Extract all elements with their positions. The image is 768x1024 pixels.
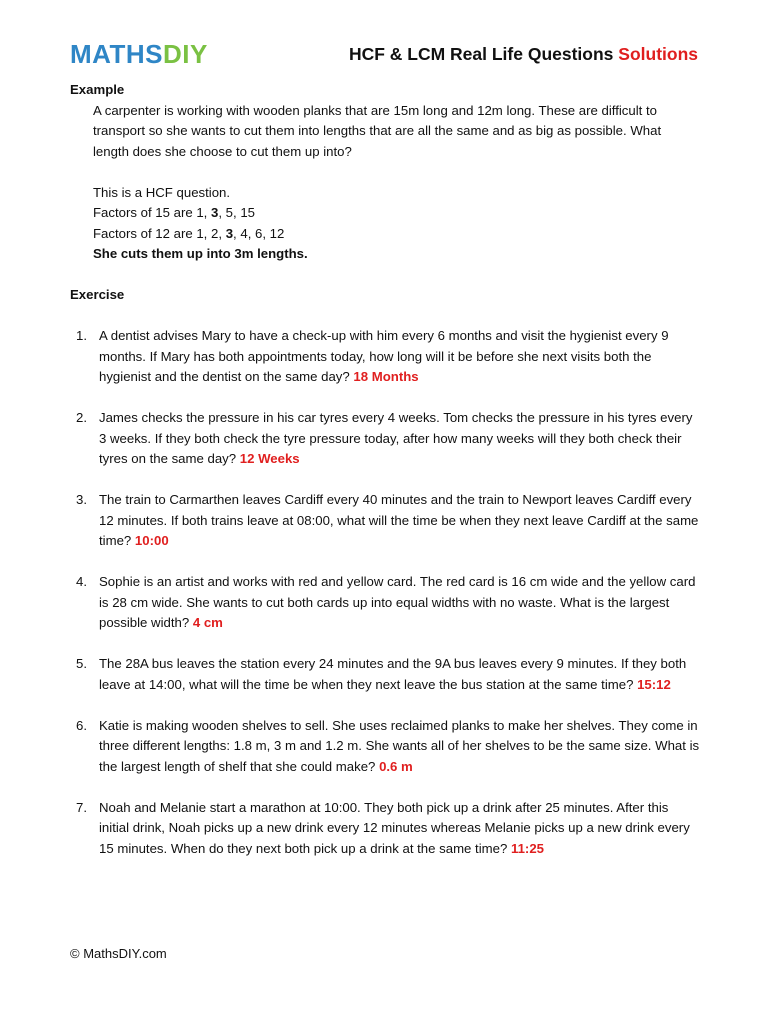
example-note: This is a HCF question.: [93, 184, 231, 200]
item-answer: 18 Months: [353, 369, 419, 384]
item-question: Sophie is an artist and works with red and yellow card. The red card is 16 cm wide and the yellow card is 28 cm wide. She wants to cut both cards up into equal widths with no waste. What is the largest possible width?: [99, 574, 696, 630]
title-text: HCF & LCM Real Life Questions: [348, 44, 614, 64]
item-number: 3.: [76, 492, 87, 507]
exercise-list: [70, 326, 700, 859]
item-number: 7.: [76, 799, 87, 815]
logo-maths-text: MATHS: [70, 38, 164, 69]
item-number: 4.: [76, 574, 87, 589]
item-answer: 11:25: [510, 840, 544, 856]
logo-diy-text: DIY: [163, 38, 208, 69]
factors-12-post: , 4, 6, 12: [233, 225, 285, 241]
item-answer: 10:00: [134, 533, 169, 548]
item-number: 2.: [76, 410, 87, 425]
page-header: [70, 38, 698, 72]
item-question: James checks the pressure in his car tyres every 4 weeks. Tom checks the pressure in his tyres every 3 weeks. If they both check the tyre pressure today, after how many weeks will they both check their tyres on the same day?: [99, 410, 693, 466]
factors-15-post: , 5, 15: [218, 205, 256, 220]
factors-12-common: 3: [225, 225, 234, 241]
exercise-item: [70, 798, 700, 860]
item-question: A dentist advises Mary to have a check-up with him every 6 months and visit the hygienist every 9 months. If Mary has both appointments today, how long will it be before she next visits both the hygienist and the dentist on the same day?: [99, 328, 669, 384]
example-heading: Example: [70, 82, 125, 97]
exercise-item: [70, 572, 700, 634]
example-question: A carpenter is working with wooden planks that are 15m long and 12m long. These are difficult to transport so she wants to cut them into lengths that are all the same and as big as possible. What length does she choose to cut them up into?: [93, 102, 662, 159]
factors-12: [70, 224, 700, 245]
item-question: The 28A bus leaves the station every 24 minutes and the 9A bus leaves every 9 minutes. If they both leave at 14:00, what will the time be when they next leave the bus station at the same time?: [99, 656, 687, 692]
item-question: Katie is making wooden shelves to sell. She uses reclaimed planks to make her shelves. They come in three different lengths: 1.8 m, 3 m and 1.2 m. She wants all of her shelves to be the same size. What is the largest length of shelf that she could make?: [99, 717, 700, 774]
example-conclusion: She cuts them up into 3m lengths.: [93, 246, 308, 261]
exercise-item: [70, 716, 700, 778]
item-answer: 12 Weeks: [239, 451, 300, 466]
mathsdiy-logo: [70, 38, 208, 70]
item-question: Noah and Melanie start a marathon at 10:00. They both pick up a drink after 25 minutes. After this initial drink, Noah picks up a new drink every 12 minutes whereas Melanie picks up a new drink every 15 minutes. When do they next both pick up a drink at the same time?: [99, 799, 690, 856]
item-number: 6.: [76, 717, 87, 733]
exercise-item: [70, 654, 700, 695]
item-number: 5.: [76, 656, 87, 671]
factors-15: [70, 203, 700, 224]
exercise-item: [70, 490, 700, 552]
factors-12-pre: Factors of 12 are 1, 2,: [93, 225, 226, 241]
copyright-footer: © MathsDIY.com: [70, 946, 167, 961]
worksheet-content: [70, 80, 700, 880]
item-answer: 15:12: [637, 676, 671, 692]
item-question: The train to Carmarthen leaves Cardiff every 40 minutes and the train to Newport leaves Cardiff every 12 minutes. If both trains leave at 08:00, what will the time be when they next leave Cardiff at the same time?: [99, 492, 699, 548]
exercise-item: [70, 408, 700, 470]
exercise-heading: Exercise: [70, 287, 125, 302]
factors-15-common: 3: [211, 205, 219, 220]
title-solutions: Solutions: [618, 44, 698, 64]
item-answer: 0.6 m: [379, 758, 413, 774]
item-answer: 4 cm: [192, 615, 223, 630]
exercise-item: [70, 326, 700, 388]
item-number: 1.: [76, 328, 87, 343]
factors-15-pre: Factors of 15 are 1,: [93, 205, 212, 220]
page-title: [349, 44, 698, 65]
